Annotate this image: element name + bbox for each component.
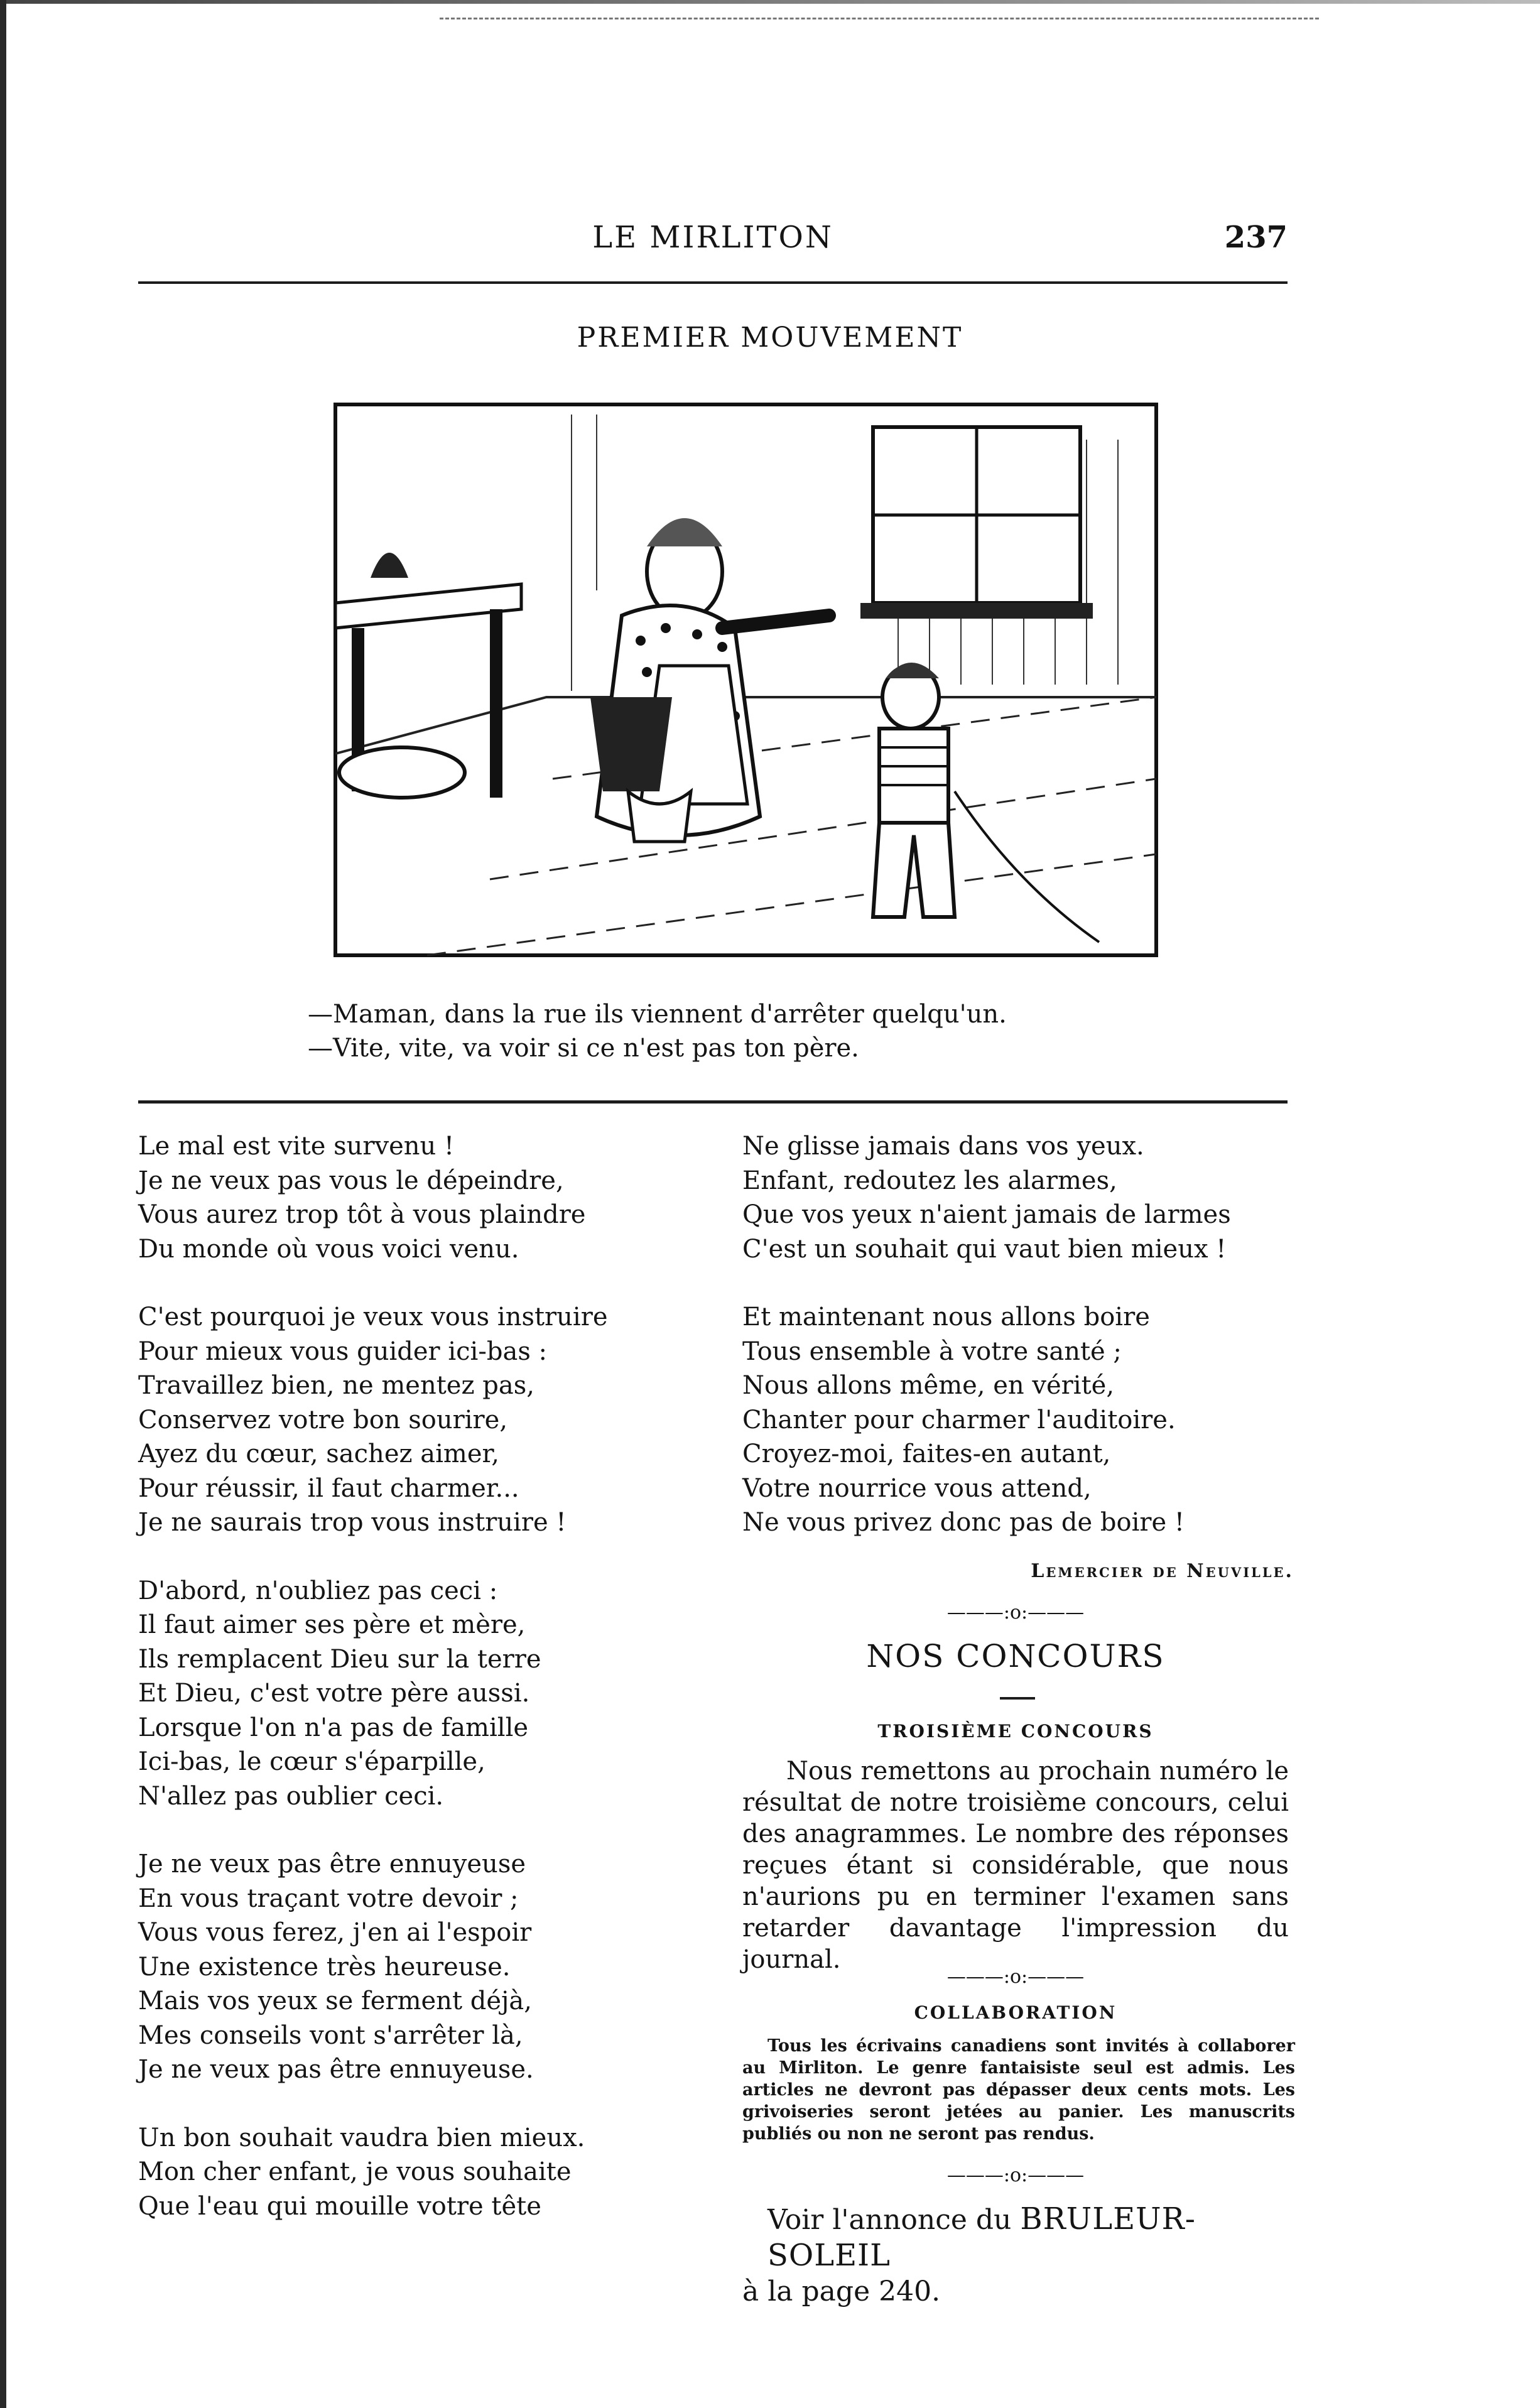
verse-line: Travaillez bien, ne mentez pas,	[138, 1371, 534, 1400]
page-binding-edge	[0, 0, 6, 2408]
running-header	[138, 220, 1288, 264]
separator: ———:o:———	[946, 1966, 1085, 1988]
section-heading: NOS CONCOURS	[866, 1638, 1165, 1674]
verse-line: Je ne saurais trop vous instruire !	[138, 1508, 567, 1537]
verse-line: Lorsque l'on n'a pas de famille	[138, 1713, 529, 1742]
poem-signature: Lemercier de Neuville.	[1031, 1560, 1294, 1582]
illustration	[333, 402, 1159, 958]
verse-line: D'abord, n'oubliez pas ceci :	[138, 1576, 498, 1605]
verse-line: Et maintenant nous allons boire	[742, 1303, 1150, 1331]
heading-underline	[1000, 1697, 1035, 1700]
separator: ———:o:———	[946, 1602, 1085, 1624]
verse-line: Je ne veux pas être ennuyeuse.	[138, 2055, 534, 2084]
illustration-title: PREMIER MOUVEMENT	[577, 322, 963, 354]
verse-line: Que vos yeux n'aient jamais de larmes	[742, 1200, 1231, 1229]
journal-title: LE MIRLITON	[592, 220, 833, 255]
verse-line: N'allez pas oublier ceci.	[138, 1781, 444, 1811]
verse-line: Mes conseils vont s'arrêter là,	[138, 2020, 523, 2050]
stanza	[138, 1847, 729, 2087]
poem-left-column	[138, 1129, 729, 2257]
verse-line: C'est un souhait qui vaut bien mieux !	[742, 1234, 1227, 1264]
verse-line: Pour mieux vous guider ici-bas :	[138, 1337, 548, 1366]
verse-line: Que l'eau qui mouille votre tête	[138, 2191, 541, 2221]
verse-line: Ils remplacent Dieu sur la terre	[138, 1644, 541, 1674]
product-name: BRULEUR-SOLEIL	[767, 2201, 1196, 2273]
illustration-caption	[308, 997, 1218, 1065]
scan-artifact	[440, 18, 1319, 22]
verse-line: Nous allons même, en vérité,	[742, 1371, 1115, 1400]
verse-line: Le mal est vite survenu !	[138, 1132, 455, 1161]
verse-line: Mais vos yeux se ferment déjà,	[138, 1987, 532, 2015]
verse-line: Tous ensemble à votre santé ;	[742, 1337, 1122, 1366]
verse-line: Votre nourrice vous attend,	[742, 1473, 1092, 1503]
verse-line: Vous vous ferez, j'en ai l'espoir	[138, 1918, 532, 1947]
verse-line: Chanter pour charmer l'auditoire.	[742, 1405, 1176, 1434]
stanza	[742, 1129, 1289, 1266]
verse-line: Une existence très heureuse.	[138, 1952, 511, 1982]
verse-line: Ici-bas, le cœur s'éparpille,	[138, 1747, 485, 1776]
concours-paragraph: Nous remettons au prochain numéro le résultat de notre troisième concours, celui des anagrammes. Le nombre des réponses reçues étant si considérable, que nous n'aurions pu en terminer l'examen sans retarder davantage l'impression du journal.	[742, 1757, 1289, 1974]
verse-line: Du monde où vous voici venu.	[138, 1234, 519, 1264]
separator: ———:o:———	[946, 2164, 1085, 2186]
verse-line: Croyez-moi, faites-en autant,	[742, 1440, 1111, 1468]
verse-line: Et Dieu, c'est votre père aussi.	[138, 1679, 530, 1708]
verse-line: Ne glisse jamais dans vos yeux.	[742, 1132, 1144, 1161]
section-rule	[138, 1100, 1288, 1104]
notice-text: Voir l'annonce du	[767, 2204, 1021, 2236]
stanza	[742, 1300, 1289, 1540]
verse-line: C'est pourquoi je veux vous instruire	[138, 1303, 608, 1331]
verse-line: Je ne veux pas vous le dépeindre,	[138, 1166, 564, 1195]
verse-line: Il faut aimer ses père et mère,	[138, 1610, 526, 1639]
verse-line: Ayez du cœur, sachez aimer,	[138, 1440, 499, 1468]
stanza	[138, 1300, 729, 1540]
verse-line: En vous traçant votre devoir ;	[138, 1884, 519, 1913]
verse-line: Je ne veux pas être ennuyeuse	[138, 1850, 526, 1879]
collaboration-heading: COLLABORATION	[914, 2002, 1117, 2023]
verse-line: Enfant, redoutez les alarmes,	[742, 1166, 1117, 1195]
header-rule	[138, 281, 1288, 284]
verse-line: Conservez votre bon sourire,	[138, 1405, 508, 1434]
verse-line: Pour réussir, il faut charmer...	[138, 1473, 519, 1503]
notice-page-ref: à la page 240.	[742, 2275, 941, 2308]
stanza	[138, 1574, 729, 1814]
verse-line: Vous aurez trop tôt à vous plaindre	[138, 1200, 586, 1229]
stanza	[138, 1129, 729, 1266]
poem-right-column	[742, 1129, 1289, 1574]
page-number: 237	[1224, 220, 1288, 255]
verse-line: Mon cher enfant, je vous souhaite	[138, 2157, 572, 2186]
page-top-edge	[6, 0, 1540, 4]
caption-line: —Maman, dans la rue ils viennent d'arrêter quelqu'un.	[308, 1000, 1007, 1029]
caption-line: —Vite, vite, va voir si ce n'est pas ton père.	[308, 1034, 859, 1063]
collaboration-paragraph: Tous les écrivains canadiens sont invités à collaborer au Mirliton. Le genre fantaisiste seul est admis. Les articles ne devront pas dépasser deux cents mots. Les grivoiseries seront jetées au panier. Les manuscrits publiés ou non ne seront pas rendus.	[742, 2036, 1295, 2144]
advertisement-notice	[742, 2201, 1295, 2309]
stanza	[138, 2121, 729, 2224]
verse-line: Un bon souhait vaudra bien mieux.	[138, 2123, 585, 2152]
verse-line: Ne vous privez donc pas de boire !	[742, 1508, 1185, 1537]
subsection-heading: TROISIÈME CONCOURS	[877, 1721, 1154, 1742]
